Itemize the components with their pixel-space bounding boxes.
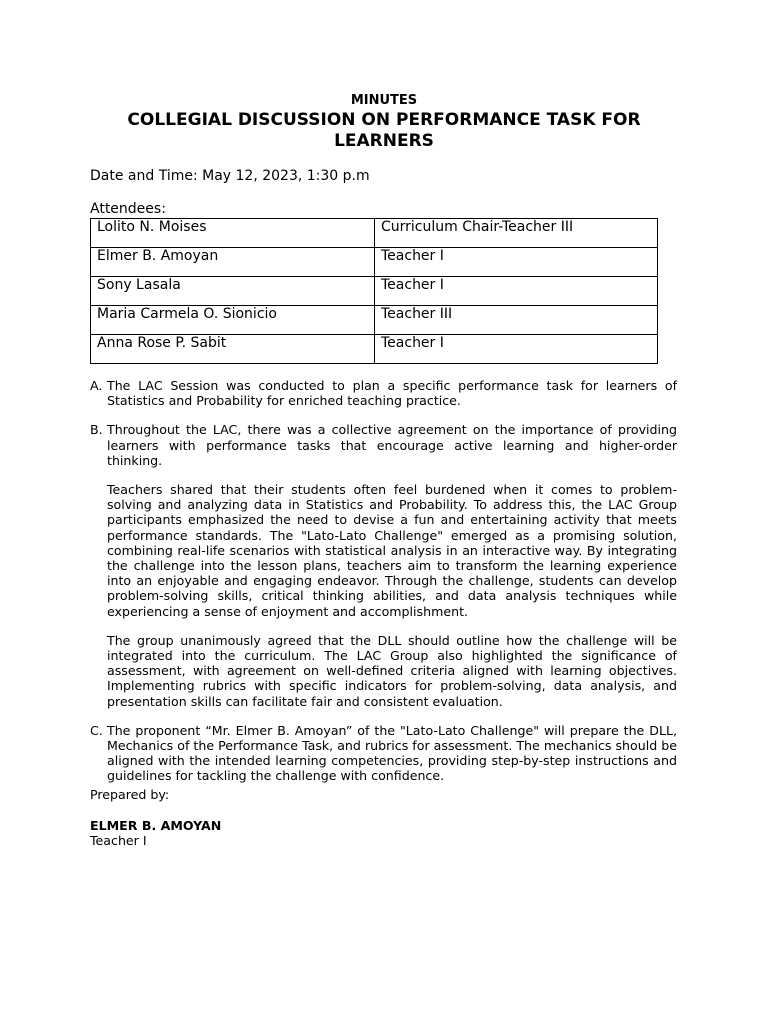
attendee-name: Lolito N. Moises [91,219,375,248]
attendee-position: Teacher I [375,335,658,364]
date-time-line: Date and Time: May 12, 2023, 1:30 p.m [90,168,370,184]
discussion-item-b [90,422,677,708]
attendee-row [91,306,658,335]
attendee-row [91,277,658,306]
attendee-position: Teacher III [375,306,658,335]
discussion-item-c [90,723,677,784]
preparer-name: ELMER B. AMOYAN [90,818,222,833]
item-marker: A. [90,378,103,393]
discussion-items [90,378,677,798]
discussion-item-a [90,378,677,408]
prepared-by-label: Prepared by: [90,787,170,802]
attendee-row [91,219,658,248]
attendee-name: Sony Lasala [91,277,375,306]
attendee-name: Maria Carmela O. Sionicio [91,306,375,335]
attendee-position: Teacher I [375,277,658,306]
attendee-row [91,248,658,277]
item-paragraph: Teachers shared that their students often feel burdened when it comes to problem-solving and analyzing data in Statistics and Probability. To address this, the LAC Group participants emphasized the need to devise a fun and entertaining activity that meets performance standards. The "Lato-Lato Challenge" emerged as a promising solution, combining real-life scenarios with statistical analysis in an interactive way. By integrating the challenge into the lesson plans, teachers aim to transform the learning experience into an enjoyable and engaging endeavor. Through the challenge, students can develop problem-solving skills, critical thinking abilities, and data analysis techniques while experiencing a sense of enjoyment and accomplishment. [107,482,677,619]
item-marker: B. [90,422,103,438]
attendee-name: Elmer B. Amoyan [91,248,375,277]
attendee-row [91,335,658,364]
attendee-position: Teacher I [375,248,658,277]
item-paragraph: The group unanimously agreed that the DLL should outline how the challenge will be integrated into the curriculum. The LAC Group also highlighted the significance of assessment, with agreement on well-defined criteria aligned with learning objectives. Implementing rubrics with specific indicators for problem-solving, data analysis, and presentation skills can facilitate fair and consistent evaluation. [107,632,677,709]
item-paragraph: The LAC Session was conducted to plan a specific performance task for learners of Statistics and Probability for enriched teaching practice. [107,378,677,409]
preparer-role: Teacher I [90,833,147,848]
item-paragraph: The proponent “Mr. Elmer B. Amoyan” of the "Lato-Lato Challenge" will prepare the DLL, Mechanics of the Performance Task, and rubrics for assessment. The mechanics should be aligned with the intended learning competencies, providing step-by-step instructions and guidelines for tackling the challenge with confidence. [107,722,677,784]
attendees-table [90,218,658,364]
attendees-label: Attendees: [90,201,166,217]
item-paragraph: Throughout the LAC, there was a collective agreement on the importance of providing learners with performance tasks that encourage active learning and higher-order thinking. [107,422,677,468]
attendee-position: Curriculum Chair-Teacher III [375,219,658,248]
attendee-name: Anna Rose P. Sabit [91,335,375,364]
document-label: MINUTES [350,93,418,108]
document-title: COLLEGIAL DISCUSSION ON PERFORMANCE TASK FOR LEARNERS [127,110,641,151]
item-marker: C. [90,722,103,738]
